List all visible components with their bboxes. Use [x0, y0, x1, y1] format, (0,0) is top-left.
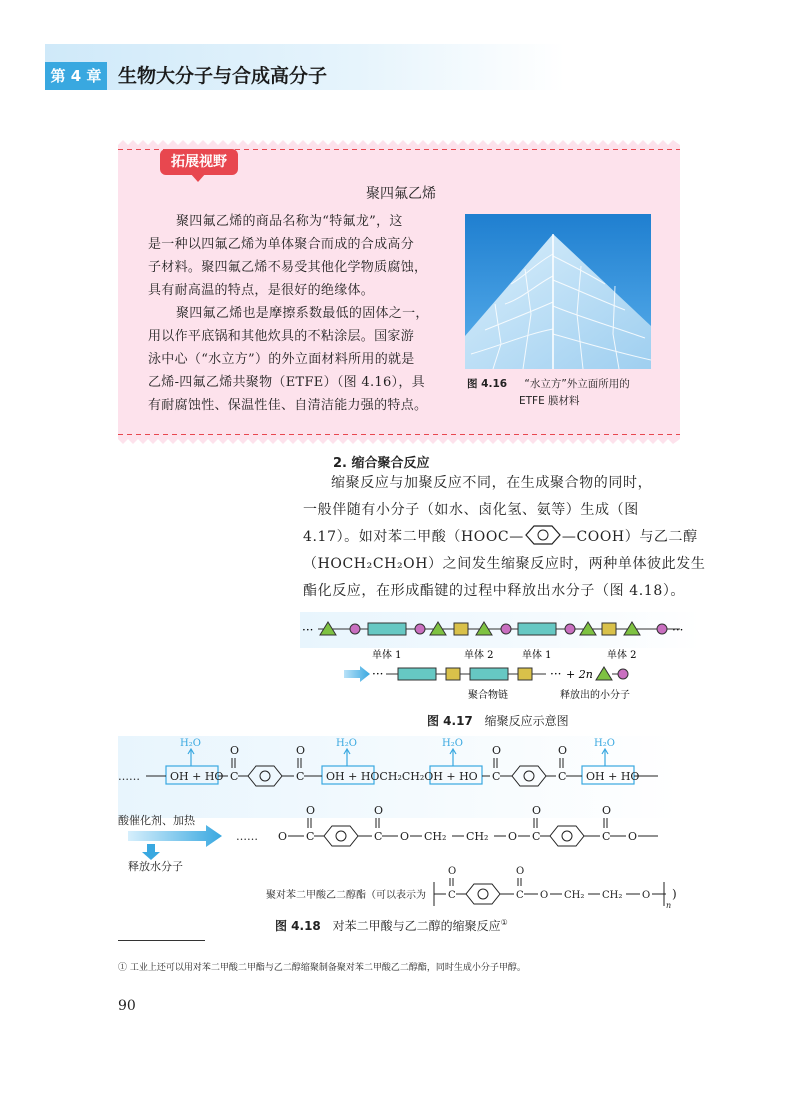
methylene-label: CH₂ [466, 830, 489, 843]
extension-tag: 拓展视野 [160, 149, 238, 175]
water-label: H₂O [336, 738, 357, 749]
oxygen-label: O [278, 830, 288, 843]
water-label: H₂O [594, 738, 615, 749]
carbon-label: C [296, 770, 305, 783]
para-line: （HOCH₂CH₂OH）之间发生缩聚反应时，两种单体彼此发生 [303, 556, 706, 572]
release-label: 释放水分子 [128, 860, 183, 873]
carbon-label: C [558, 770, 567, 783]
caption-line: “水立方”外立面所用的 [524, 378, 630, 390]
monomer-2-label: 单体 2 [607, 650, 637, 661]
footnote: ① 工业上还可以用对苯二甲酸二甲酯与乙二醇缩聚制备聚对苯二甲酸乙二醇酯，同时生成小分子甲醇。 [118, 963, 526, 973]
chapter-number: 第 4 章 [45, 62, 107, 90]
oxygen-label: O [296, 744, 306, 757]
section-heading: 2. 缩合聚合反应 [333, 456, 430, 471]
para-line: 缩聚反应与加聚反应不同，在生成聚合物的同时， [331, 475, 653, 491]
oxygen-label: O [558, 744, 568, 757]
footnote-rule [118, 940, 205, 941]
carbon-label: C [374, 830, 383, 843]
ellipsis: ··· [672, 623, 684, 637]
carbon-label: C [532, 830, 541, 843]
box-line: 子材料。聚四氟乙烯不易受其他化学物质腐蚀， [148, 260, 428, 275]
oxygen-label: O [602, 804, 612, 817]
benzene-ring-icon [524, 524, 562, 546]
chain-ellipsis: …… [118, 770, 140, 783]
figure-4-18-diagram [118, 736, 680, 914]
polymer-label: 聚合物链 [468, 690, 508, 701]
oxygen-label: O [374, 804, 384, 817]
box-title: 聚四氟乙烯 [366, 186, 436, 202]
ellipsis: ··· [372, 667, 384, 681]
caption-text: 缩聚反应示意图 [484, 714, 569, 728]
release-arrow-icon [142, 844, 160, 860]
oxygen-label: O [400, 830, 410, 843]
reaction-arrow-icon [344, 666, 370, 682]
box-line: 泳中心（“水立方”）的外立面材料所用的就是 [148, 352, 415, 367]
figure-label: 图 4.18 [275, 919, 321, 933]
box-line: 聚四氟乙烯也是摩擦系数最低的固体之一， [176, 306, 429, 321]
figure-4-16-caption [467, 376, 630, 410]
para-line: 酯化反应，在形成酯键的过程中释放出水分子（图 4.18）。 [303, 583, 686, 599]
oh-ho-group: OH + HO [586, 770, 640, 783]
oh-ho-group: OH + HO [170, 770, 224, 783]
carbon-label: C [448, 890, 456, 901]
box-line: 是一种以四氟乙烯为单体聚合而成的合成高分 [148, 237, 415, 252]
oxygen-label: O [540, 890, 549, 901]
box-bottom-zigzag [118, 434, 680, 444]
oxygen-label: O [628, 830, 638, 843]
oxygen-label: O [492, 744, 502, 757]
ellipsis: ··· [302, 623, 314, 637]
monomer-1-label: 单体 1 [372, 650, 402, 661]
condition-label: 酸催化剂、加热 [118, 814, 195, 827]
para-text: 4.17）。如对苯二甲酸（HOOC— [303, 529, 524, 545]
chapter-title: 生物大分子与合成高分子 [118, 65, 328, 87]
footnote-marker: ① [500, 918, 508, 927]
ethylene-glycol-group: OH + HOCH₂CH₂OH + HO [326, 770, 478, 783]
figure-4-17-caption [427, 712, 569, 729]
svg-text:): ) [672, 887, 677, 901]
caption-text: 对苯二甲酸与乙二醇的缩聚反应 [332, 919, 501, 933]
figure-label: 图 4.16 [467, 378, 508, 390]
oxygen-label: O [306, 804, 316, 817]
oxygen-label: O [516, 866, 525, 877]
figure-label: 图 4.17 [427, 714, 473, 728]
monomer-2-label: 单体 2 [464, 650, 494, 661]
oxygen-label: O [642, 890, 651, 901]
carbon-label: C [602, 830, 611, 843]
coefficient: + 2n [566, 668, 593, 681]
small-molecule-label: 释放出的小分子 [560, 690, 630, 701]
oxygen-label: O [532, 804, 542, 817]
water-label: H₂O [442, 738, 463, 749]
carbon-label: C [306, 830, 315, 843]
chain-ellipsis: …… [236, 830, 258, 843]
box-line: 乙烯-四氟乙烯共聚物（ETFE）（图 4.16），具 [148, 375, 425, 390]
carbon-label: C [516, 890, 524, 901]
repeat-n: n [666, 901, 672, 910]
box-line: 聚四氟乙烯的商品名称为“特氟龙”，这 [176, 214, 403, 229]
carbon-label: C [230, 770, 239, 783]
figure-4-17-diagram [300, 612, 700, 704]
figure-4-18-caption [275, 917, 508, 934]
box-line: 有耐腐蚀性、保温性佳、自清洁能力强的特点。 [148, 398, 428, 413]
methylene-label: CH₂ [602, 890, 623, 901]
box-line: 具有耐高温的特点，是很好的绝缘体。 [148, 283, 375, 298]
polymer-name: 聚对苯二甲酸乙二醇酯（可以表示为 [266, 890, 426, 901]
reaction-arrow-icon [128, 825, 222, 847]
methylene-label: CH₂ [424, 830, 447, 843]
oxygen-label: O [448, 866, 457, 877]
page-number: 90 [118, 998, 136, 1014]
para-line [303, 524, 763, 552]
oxygen-label: O [230, 744, 240, 757]
box-line: 用以作平底锅和其他炊具的不粘涂层。国家游 [148, 329, 415, 344]
oxygen-label: O [508, 830, 518, 843]
water-label: H₂O [180, 738, 201, 749]
methylene-label: CH₂ [564, 890, 585, 901]
monomer-1-label: 单体 1 [522, 650, 552, 661]
carbon-label: C [492, 770, 501, 783]
para-line: 一般伴随有小分子（如水、卤化氢、氨等）生成（图 [303, 502, 639, 518]
water-cube-photo [465, 214, 651, 369]
para-text: —COOH）与乙二醇 [561, 529, 698, 545]
tag-pointer [190, 173, 206, 182]
ellipsis: ··· [550, 667, 562, 681]
caption-line: ETFE 膜材料 [519, 395, 580, 407]
